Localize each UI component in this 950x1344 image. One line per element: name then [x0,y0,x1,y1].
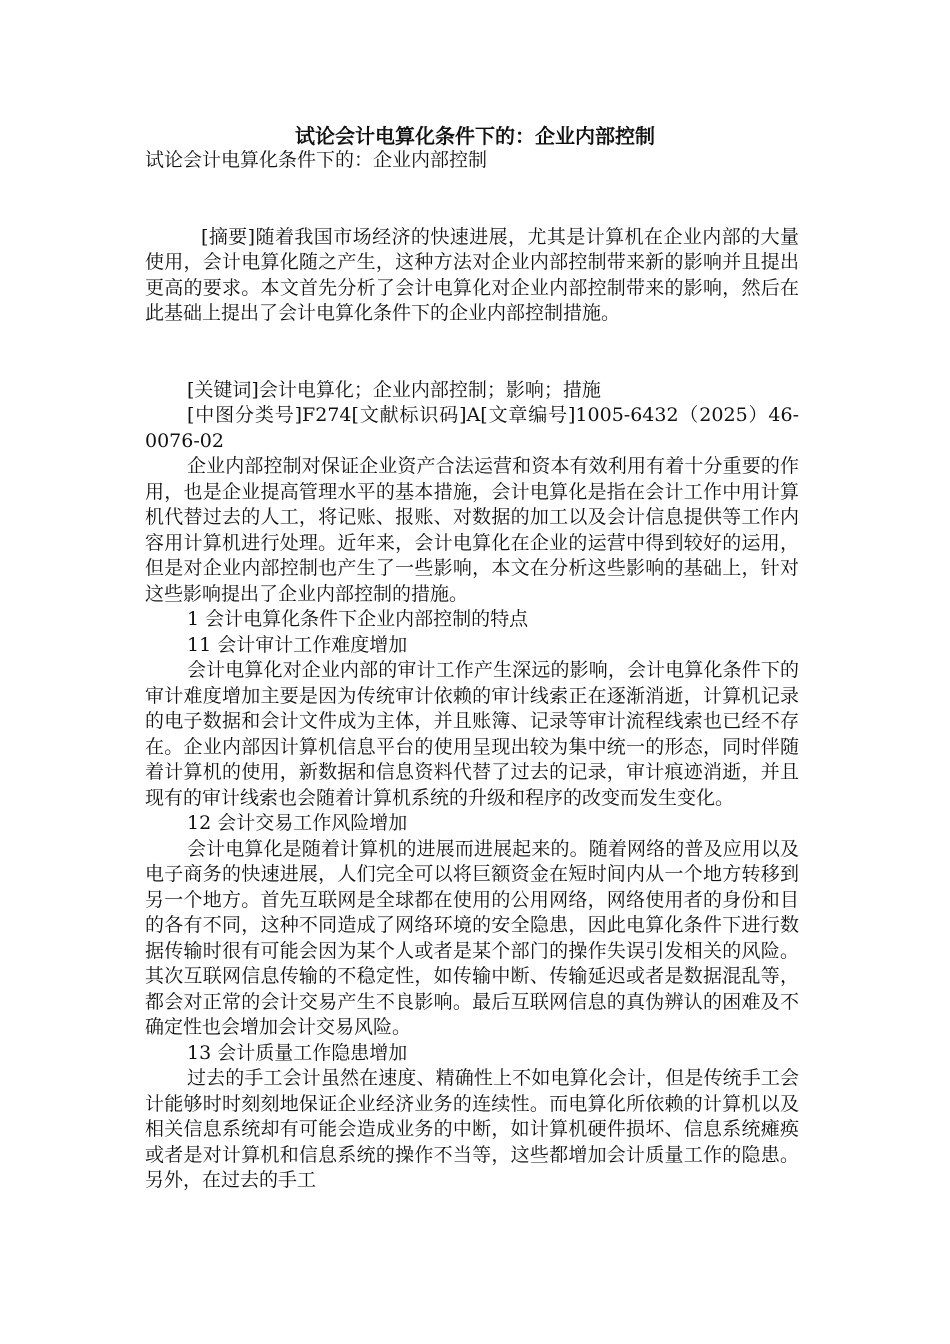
document-title: 试论会计电算化条件下的：企业内部控制 [295,124,655,148]
spacer [145,352,799,378]
abstract-paragraph: [摘要]随着我国市场经济的快速进展，尤其是计算机在企业内部的大量使用，会计电算化随之产生，这种方法对企业内部控制带来新的影响并且提出更高的要求。本文首先分析了会计电算化对企业内部控制带来的影响，然后在此基础上提出了会计电算化条件下的企业内部控制措施。 [145,225,799,324]
section-paragraph: 会计电算化是随着计算机的进展而进展起来的。随着网络的普及应用以及电子商务的快速进展，人们完全可以将巨额资金在短时间内从一个地方转移到另一个地方。首先互联网是全球都在使用的公用网络，网络使用者的身份和目的各有不同，这种不同造成了网络环境的安全隐患，因此电算化条件下进行数据传输时很有可能会因为某个人或者是某个部门的操作失误引发相关的风险。其次互联网信息传输的不稳定性，如传输中断、传输延迟或者是数据混乱等，都会对正常的会计交易产生不良影响。最后互联网信息的真伪辨认的困难及不确定性也会增加会计交易风险。 [145,837,799,1038]
section-paragraph: 会计电算化对企业内部的审计工作产生深远的影响，会计电算化条件下的审计难度增加主要是因为传统审计依赖的审计线索正在逐渐消逝，计算机记录的电子数据和会计文件成为主体，并且账簿、记录等审计流程线索也已经不存在。企业内部因计算机信息平台的使用呈现出较为集中统一的形态，同时伴随着计算机的使用，新数据和信息资料代替了过去的记录，审计痕迹消逝，并且现有的审计线索也会随着计算机系统的升级和程序的改变而发生变化。 [145,659,799,809]
subsection-heading: 12 会计交易工作风险增加 [187,812,408,834]
keywords-line: [关键词]会计电算化；企业内部控制；影响；措施 [187,378,601,401]
spacer [145,174,799,200]
subsection-heading: 11 会计审计工作难度增加 [187,633,408,656]
section-heading: 1 会计电算化条件下企业内部控制的特点 [187,608,529,630]
classification-line: [中图分类号]F274[文献标识码]A[文章编号]1005-6432（2025）46-0076-02 [145,404,799,452]
section-paragraph: 过去的手工会计虽然在速度、精确性上不如电算化会计，但是传统手工会计能够时时刻刻地保证企业经济业务的连续性。而电算化所依赖的计算机以及相关信息系统却有可能会造成业务的中断，如计算机硬件损坏、信息系统瘫痪或者是对计算机和信息系统的操作不当等，这些都增加会计质量工作的隐患。另外，在过去的手工 [145,1067,799,1191]
intro-paragraph: 企业内部控制对保证企业资产合法运营和资本有效利用有着十分重要的作用，也是企业提高管理水平的基本措施，会计电算化是指在会计工作中用计算机代替过去的人工，将记账、报账、对数据的加工以及会计信息提供等工作内容用计算机进行处理。近年来，会计电算化在企业的运营中得到较好的运用，但是对企业内部控制也产生了一些影响，本文在分析这些影响的基础上，针对这些影响提出了企业内部控制的措施。 [145,455,799,605]
spacer [145,327,799,353]
subsection-heading: 13 会计质量工作隐患增加 [187,1041,408,1064]
spacer [145,199,799,225]
document-subtitle: 试论会计电算化条件下的：企业内部控制 [145,149,488,171]
document-body [145,148,799,1194]
